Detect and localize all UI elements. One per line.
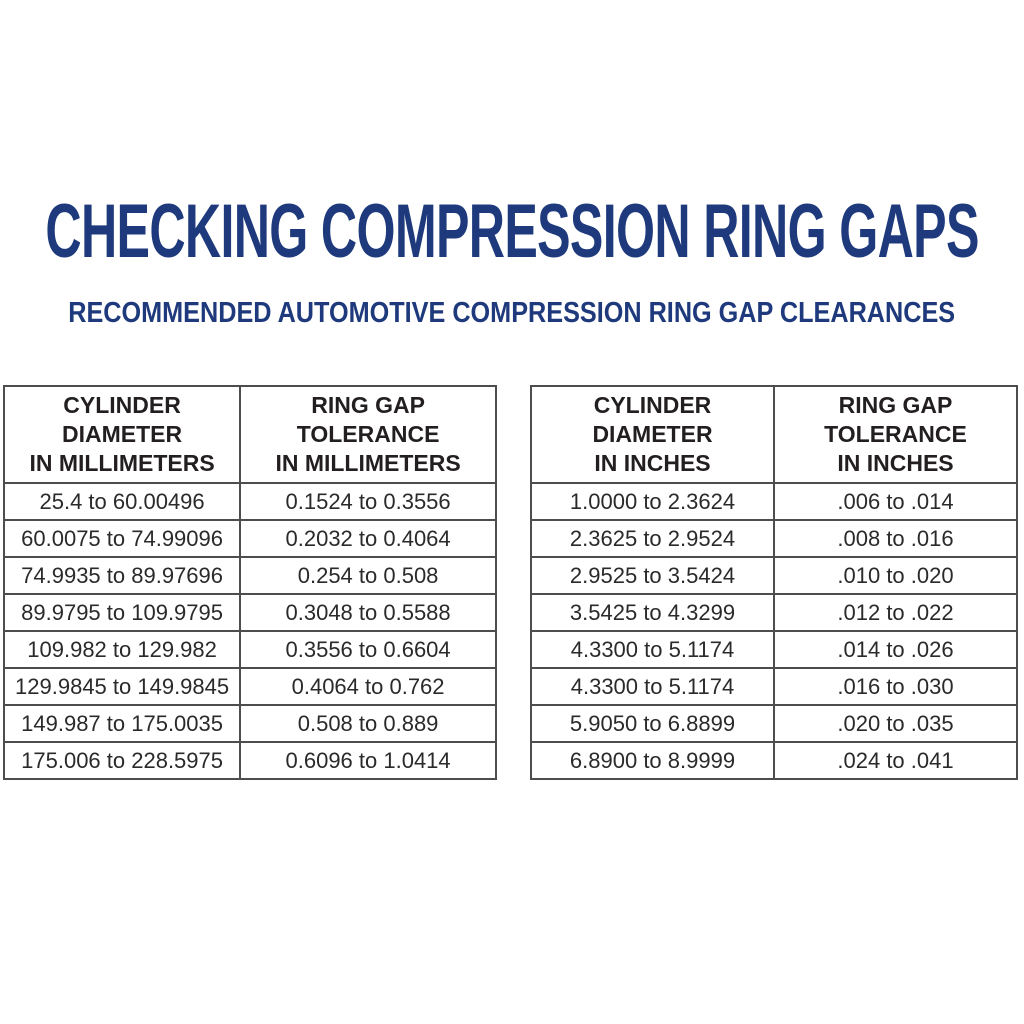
tolerance-cell: 0.3556 to 0.6604 (240, 631, 496, 668)
tolerance-cell: .006 to .014 (774, 483, 1017, 520)
table-row (531, 483, 1017, 520)
tables-row (0, 385, 1024, 780)
header-line: CYLINDER (63, 392, 181, 418)
tolerance-cell: 0.508 to 0.889 (240, 705, 496, 742)
metric-diameter-column-header (4, 386, 240, 483)
table-row (531, 705, 1017, 742)
inches-table-header-row (531, 386, 1017, 483)
table-row (4, 557, 496, 594)
diameter-cell: 4.3300 to 5.1174 (531, 631, 774, 668)
diameter-cell: 5.9050 to 6.8899 (531, 705, 774, 742)
table-row (4, 742, 496, 779)
table-row (531, 594, 1017, 631)
diameter-cell: 74.9935 to 89.97696 (4, 557, 240, 594)
metric-table (3, 385, 497, 780)
subtitle-container (0, 299, 1024, 328)
tolerance-cell: 0.6096 to 1.0414 (240, 742, 496, 779)
table-row (4, 631, 496, 668)
table-row (531, 668, 1017, 705)
table-row (531, 557, 1017, 594)
title-container (0, 189, 1024, 274)
tolerance-cell: .012 to .022 (774, 594, 1017, 631)
tolerance-cell: .010 to .020 (774, 557, 1017, 594)
diameter-cell: 4.3300 to 5.1174 (531, 668, 774, 705)
header-line: DIAMETER (592, 421, 713, 447)
header-line: RING GAP (838, 392, 953, 418)
diameter-cell: 3.5425 to 4.3299 (531, 594, 774, 631)
header-line: TOLERANCE (296, 421, 440, 447)
header-line: DIAMETER (62, 421, 183, 447)
metric-table-header-row (4, 386, 496, 483)
diameter-cell: 25.4 to 60.00496 (4, 483, 240, 520)
tolerance-cell: 0.254 to 0.508 (240, 557, 496, 594)
tolerance-cell: 0.1524 to 0.3556 (240, 483, 496, 520)
tolerance-cell: .020 to .035 (774, 705, 1017, 742)
diameter-cell: 175.006 to 228.5975 (4, 742, 240, 779)
tolerance-cell: 0.4064 to 0.762 (240, 668, 496, 705)
table-row (531, 520, 1017, 557)
table-row (4, 705, 496, 742)
page-subtitle: RECOMMENDED AUTOMOTIVE COMPRESSION RING GAP CLEARANCES (68, 297, 956, 329)
diameter-cell: 2.9525 to 3.5424 (531, 557, 774, 594)
inches-tolerance-column-header (774, 386, 1017, 483)
header-line: IN MILLIMETERS (29, 450, 215, 476)
metric-tolerance-column-header (240, 386, 496, 483)
diameter-cell: 1.0000 to 2.3624 (531, 483, 774, 520)
tolerance-cell: 0.2032 to 0.4064 (240, 520, 496, 557)
diameter-cell: 60.0075 to 74.99096 (4, 520, 240, 557)
page-title: CHECKING COMPRESSION RING GAPS (45, 189, 979, 274)
inches-diameter-column-header (531, 386, 774, 483)
tolerance-cell: .024 to .041 (774, 742, 1017, 779)
diameter-cell: 149.987 to 175.0035 (4, 705, 240, 742)
header-line: IN INCHES (594, 450, 711, 476)
diameter-cell: 6.8900 to 8.9999 (531, 742, 774, 779)
table-row (531, 631, 1017, 668)
table-row (4, 668, 496, 705)
tolerance-cell: .014 to .026 (774, 631, 1017, 668)
table-row (4, 594, 496, 631)
header-line: TOLERANCE (824, 421, 967, 447)
table-row (531, 742, 1017, 779)
tolerance-cell: .016 to .030 (774, 668, 1017, 705)
header-line: IN MILLIMETERS (275, 450, 461, 476)
table-row (4, 520, 496, 557)
tolerance-cell: 0.3048 to 0.5588 (240, 594, 496, 631)
diameter-cell: 89.9795 to 109.9795 (4, 594, 240, 631)
diameter-cell: 129.9845 to 149.9845 (4, 668, 240, 705)
header-line: RING GAP (311, 392, 425, 418)
inches-table (530, 385, 1018, 780)
tolerance-cell: .008 to .016 (774, 520, 1017, 557)
header-line: IN INCHES (837, 450, 954, 476)
diameter-cell: 2.3625 to 2.9524 (531, 520, 774, 557)
diameter-cell: 109.982 to 129.982 (4, 631, 240, 668)
header-line: CYLINDER (593, 392, 712, 418)
table-row (4, 483, 496, 520)
